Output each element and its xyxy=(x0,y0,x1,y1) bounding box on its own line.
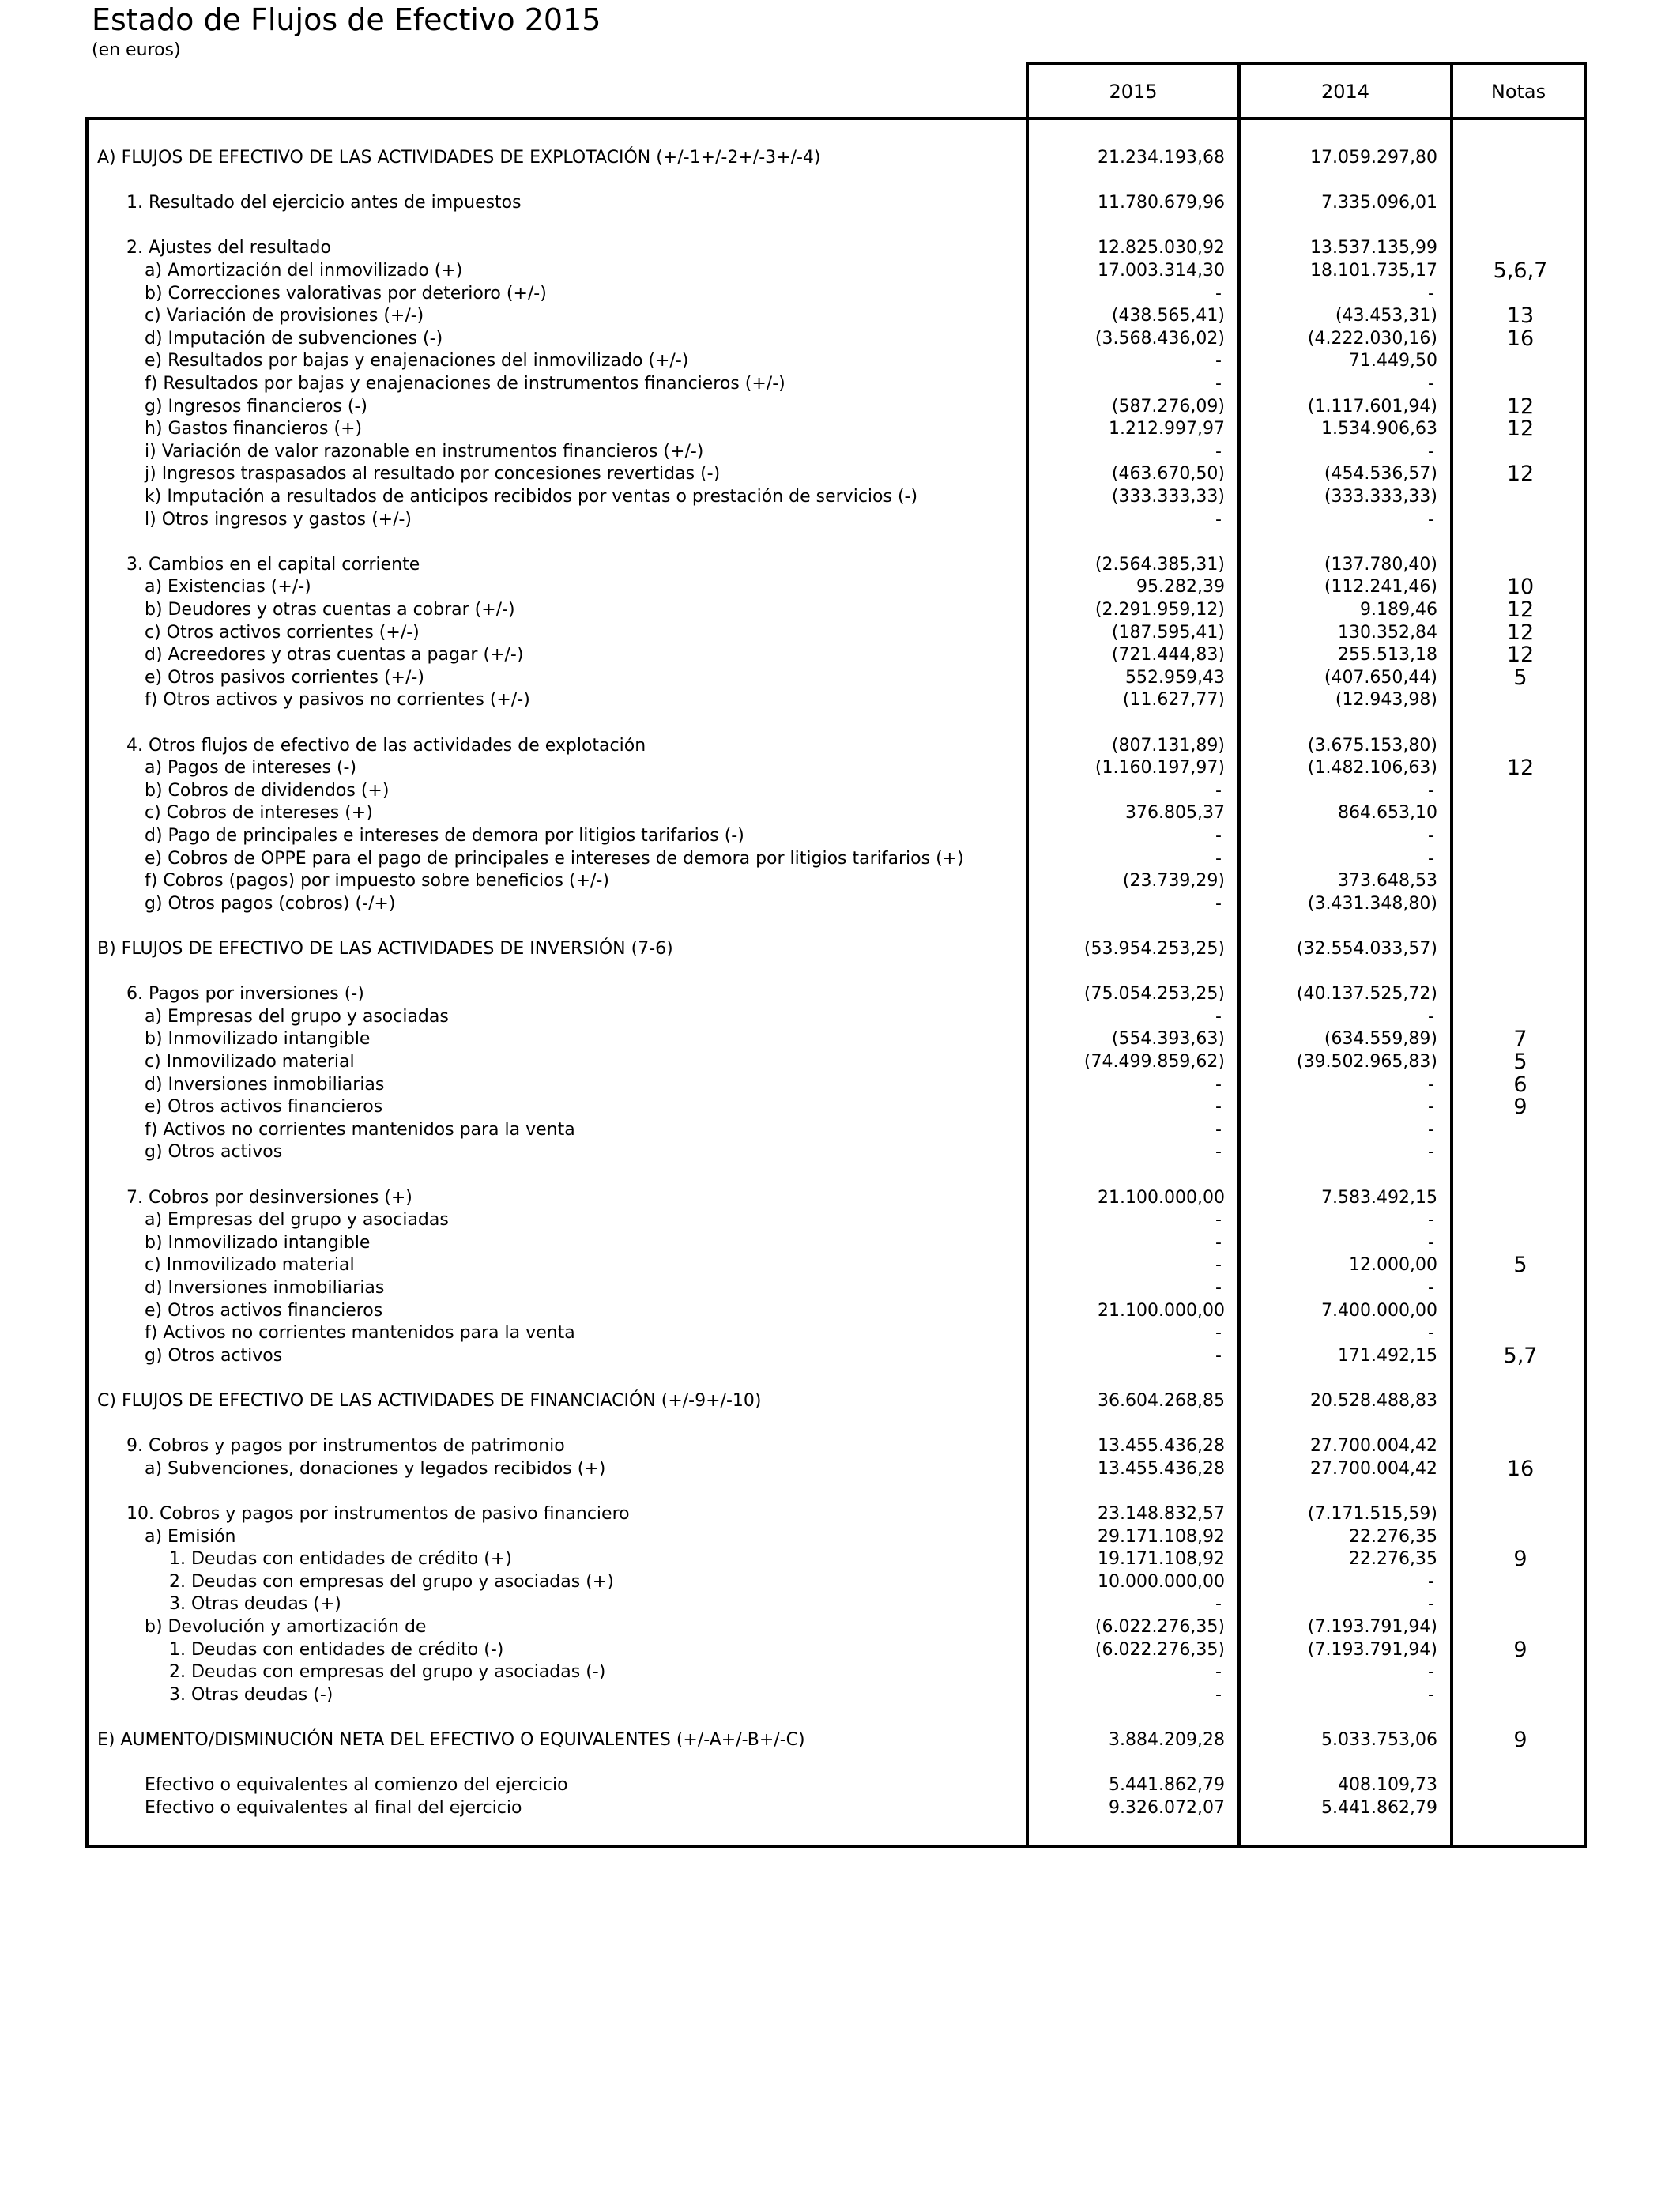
value-2015: - xyxy=(1215,1594,1222,1615)
value-2014: - xyxy=(1428,826,1434,846)
row-label: 1. Deudas con entidades de crédito (+) xyxy=(169,1549,512,1570)
value-2015: 10.000.000,00 xyxy=(1098,1571,1225,1592)
value-2014: - xyxy=(1428,1571,1434,1592)
row-label: E) AUMENTO/DISMINUCIÓN NETA DEL EFECTIVO O EQUIVALENTES (+/-A+/-B+/-C) xyxy=(97,1730,805,1750)
value-2014: (454.536,57) xyxy=(1324,464,1437,484)
row-label: 2. Deudas con empresas del grupo y asociadas (+) xyxy=(169,1571,614,1592)
row-label: Efectivo o equivalentes al final del ejercicio xyxy=(145,1797,522,1818)
value-2014: (40.137.525,72) xyxy=(1296,984,1437,1005)
note-ref: 12 xyxy=(1506,417,1535,442)
column-header-2015: 2015 xyxy=(1109,81,1158,103)
value-2014: (333.333,33) xyxy=(1324,487,1437,507)
value-2015: - xyxy=(1215,1323,1222,1344)
table-row xyxy=(0,1345,1680,1368)
row-label: 2. Ajustes del resultado xyxy=(126,238,331,258)
value-2015: (6.022.276,35) xyxy=(1094,1617,1225,1637)
row-label: c) Variación de provisiones (+/-) xyxy=(145,306,424,326)
table-row xyxy=(0,1526,1680,1549)
value-2015: (74.499.859,62) xyxy=(1083,1052,1225,1072)
table-row xyxy=(0,1322,1680,1345)
value-2014: - xyxy=(1428,780,1434,801)
value-2014: - xyxy=(1428,1662,1434,1683)
row-label: 10. Cobros y pagos por instrumentos de pasivo financiero xyxy=(126,1504,630,1524)
row-label: a) Subvenciones, donaciones y legados recibidos (+) xyxy=(145,1458,606,1479)
value-2014: (634.559,89) xyxy=(1324,1029,1437,1050)
value-2015: 29.171.108,92 xyxy=(1098,1526,1225,1547)
table-row xyxy=(0,1028,1680,1051)
value-2015: 36.604.268,85 xyxy=(1098,1391,1225,1411)
value-2014: 9.189,46 xyxy=(1360,600,1437,620)
table-row xyxy=(0,1752,1680,1775)
value-2015: (11.627,77) xyxy=(1122,690,1225,711)
row-label: h) Gastos financieros (+) xyxy=(145,419,363,439)
table-row xyxy=(0,554,1680,577)
row-label: k) Imputación a resultados de anticipos recibidos por ventas o prestación de servicios (-) xyxy=(145,487,918,507)
value-2015: 17.003.314,30 xyxy=(1098,261,1225,281)
value-2014: 864.653,10 xyxy=(1338,803,1437,824)
table-row xyxy=(0,1051,1680,1074)
row-label: g) Otros pagos (cobros) (-/+) xyxy=(145,893,396,914)
row-label: g) Otros activos xyxy=(145,1345,283,1366)
note-ref: 9 xyxy=(1513,1095,1527,1120)
row-label: f) Otros activos y pasivos no corrientes (+/-) xyxy=(145,690,530,711)
table-row xyxy=(0,1706,1680,1729)
note-ref: 5 xyxy=(1513,665,1527,690)
table-row xyxy=(0,1684,1680,1707)
table-row xyxy=(0,689,1680,712)
value-2014: - xyxy=(1428,1006,1434,1027)
value-2014: - xyxy=(1428,1142,1434,1163)
value-2014: (1.117.601,94) xyxy=(1307,396,1437,417)
table-row xyxy=(0,1232,1680,1255)
table-row xyxy=(0,1480,1680,1503)
table-row xyxy=(0,667,1680,690)
row-label: B) FLUJOS DE EFECTIVO DE LAS ACTIVIDADES DE INVERSIÓN (7-6) xyxy=(97,939,673,959)
value-2015: - xyxy=(1215,1097,1222,1118)
row-label: a) Existencias (+/-) xyxy=(145,577,311,598)
table-row xyxy=(0,1300,1680,1323)
table-row xyxy=(0,1187,1680,1210)
note-ref: 5 xyxy=(1513,1050,1527,1074)
value-2015: (587.276,09) xyxy=(1111,396,1225,417)
value-2015: - xyxy=(1215,374,1222,394)
row-label: d) Pago de principales e intereses de demora por litigios tarifarios (-) xyxy=(145,826,744,846)
value-2015: - xyxy=(1215,509,1222,530)
value-2015: - xyxy=(1215,1255,1222,1276)
row-label: b) Devolución y amortización de xyxy=(145,1617,427,1637)
row-label: e) Otros activos financieros xyxy=(145,1300,383,1321)
row-label: 3. Cambios en el capital corriente xyxy=(126,554,420,575)
value-2015: (463.670,50) xyxy=(1111,464,1225,484)
table-row xyxy=(0,147,1680,170)
value-2014: 255.513,18 xyxy=(1338,645,1437,665)
column-header-notes: Notas xyxy=(1490,81,1546,103)
value-2015: - xyxy=(1215,893,1222,914)
value-2014: - xyxy=(1428,1097,1434,1118)
row-label: f) Activos no corrientes mantenidos para la venta xyxy=(145,1323,575,1344)
row-label: b) Inmovilizado intangible xyxy=(145,1232,371,1253)
note-ref: 16 xyxy=(1506,1456,1535,1481)
table-row xyxy=(0,1571,1680,1594)
note-ref: 9 xyxy=(1513,1547,1527,1572)
note-ref: 7 xyxy=(1513,1027,1527,1052)
value-2014: 22.276,35 xyxy=(1349,1526,1437,1547)
value-2015: - xyxy=(1215,1662,1222,1683)
row-label: c) Otros activos corrientes (+/-) xyxy=(145,622,420,643)
value-2015: 552.959,43 xyxy=(1125,667,1225,688)
table-row xyxy=(0,531,1680,554)
table-row xyxy=(0,712,1680,735)
table-row xyxy=(0,170,1680,193)
table-row xyxy=(0,1074,1680,1097)
value-2014: 7.400.000,00 xyxy=(1321,1300,1437,1321)
table-row xyxy=(0,1164,1680,1187)
value-2015: 5.441.862,79 xyxy=(1109,1775,1225,1796)
value-2014: (3.675.153,80) xyxy=(1307,735,1437,756)
row-label: 4. Otros flujos de efectivo de las actividades de explotación xyxy=(126,735,646,756)
note-ref: 12 xyxy=(1506,756,1535,781)
row-label: a) Emisión xyxy=(145,1526,236,1547)
value-2014: (3.431.348,80) xyxy=(1307,893,1437,914)
value-2014: (43.453,31) xyxy=(1335,306,1437,326)
value-2014: - xyxy=(1428,441,1434,462)
value-2015: - xyxy=(1215,1684,1222,1705)
value-2014: (112.241,46) xyxy=(1324,577,1437,598)
value-2014: - xyxy=(1428,374,1434,394)
note-ref: 5,6,7 xyxy=(1493,258,1548,283)
value-2015: (2.291.959,12) xyxy=(1094,600,1225,620)
value-2014: (39.502.965,83) xyxy=(1296,1052,1437,1072)
row-label: a) Amortización del inmovilizado (+) xyxy=(145,261,463,281)
table-row xyxy=(0,870,1680,893)
value-2014: 71.449,50 xyxy=(1349,351,1437,371)
table-row xyxy=(0,1548,1680,1571)
value-2015: (1.160.197,97) xyxy=(1094,758,1225,778)
table-row xyxy=(0,373,1680,396)
value-2014: 7.583.492,15 xyxy=(1321,1187,1437,1208)
value-2014: (137.780,40) xyxy=(1324,554,1437,575)
row-label: i) Variación de valor razonable en instrumentos financieros (+/-) xyxy=(145,441,704,462)
table-row xyxy=(0,1639,1680,1662)
value-2015: - xyxy=(1215,283,1222,303)
table-row xyxy=(0,1390,1680,1413)
value-2015: 21.100.000,00 xyxy=(1098,1187,1225,1208)
value-2014: - xyxy=(1428,1232,1434,1253)
value-2014: (32.554.033,57) xyxy=(1296,939,1437,959)
table-row xyxy=(0,1616,1680,1639)
row-label: 2. Deudas con empresas del grupo y asociadas (-) xyxy=(169,1662,606,1683)
row-label: j) Ingresos traspasados al resultado por concesiones revertidas (-) xyxy=(145,464,721,484)
value-2015: - xyxy=(1215,780,1222,801)
value-2015: (438.565,41) xyxy=(1111,306,1225,326)
note-ref: 13 xyxy=(1506,303,1535,329)
value-2014: (407.650,44) xyxy=(1324,667,1437,688)
note-ref: 9 xyxy=(1513,1728,1527,1752)
row-label: b) Inmovilizado intangible xyxy=(145,1029,371,1050)
value-2015: (187.595,41) xyxy=(1111,622,1225,643)
value-2014: - xyxy=(1428,1074,1434,1095)
table-row xyxy=(0,1277,1680,1300)
value-2014: 1.534.906,63 xyxy=(1321,419,1437,439)
table-row xyxy=(0,260,1680,283)
table-row xyxy=(0,802,1680,825)
note-ref: 12 xyxy=(1506,462,1535,487)
value-2015: 21.100.000,00 xyxy=(1098,1300,1225,1321)
table-row xyxy=(0,780,1680,803)
table-row xyxy=(0,1006,1680,1029)
value-2014: 20.528.488,83 xyxy=(1310,1391,1437,1411)
value-2015: 13.455.436,28 xyxy=(1098,1458,1225,1479)
value-2015: 21.234.193,68 xyxy=(1098,148,1225,168)
row-label: g) Ingresos financieros (-) xyxy=(145,396,367,417)
value-2015: 19.171.108,92 xyxy=(1098,1549,1225,1570)
table-row xyxy=(0,961,1680,984)
note-ref: 6 xyxy=(1513,1072,1527,1097)
table-row xyxy=(0,1797,1680,1820)
value-2014: - xyxy=(1428,1594,1434,1615)
value-2015: (23.739,29) xyxy=(1122,871,1225,892)
value-2014: (12.943,98) xyxy=(1335,690,1437,711)
row-label: d) Acreedores y otras cuentas a pagar (+/-) xyxy=(145,645,524,665)
table-row xyxy=(0,1096,1680,1119)
table-row xyxy=(0,509,1680,532)
row-label: 9. Cobros y pagos por instrumentos de patrimonio xyxy=(126,1436,565,1457)
row-label: c) Inmovilizado material xyxy=(145,1255,355,1276)
row-label: e) Cobros de OPPE para el pago de principales e intereses de demora por litigios tarifarios (+) xyxy=(145,848,964,869)
row-label: A) FLUJOS DE EFECTIVO DE LAS ACTIVIDADES DE EXPLOTACIÓN (+/-1+/-2+/-3+/-4) xyxy=(97,148,821,168)
row-label: 3. Otras deudas (+) xyxy=(169,1594,341,1615)
value-2015: (333.333,33) xyxy=(1111,487,1225,507)
row-label: d) Imputación de subvenciones (-) xyxy=(145,328,443,349)
row-label: 6. Pagos por inversiones (-) xyxy=(126,984,364,1005)
value-2015: - xyxy=(1215,848,1222,869)
table-row xyxy=(0,1141,1680,1164)
value-2014: 13.537.135,99 xyxy=(1310,238,1437,258)
value-2015: - xyxy=(1215,1006,1222,1027)
value-2014: 27.700.004,42 xyxy=(1310,1436,1437,1457)
table-row xyxy=(0,1593,1680,1616)
value-2015: 9.326.072,07 xyxy=(1109,1797,1225,1818)
row-label: a) Pagos de intereses (-) xyxy=(145,758,357,778)
note-ref: 5 xyxy=(1513,1253,1527,1278)
table-row xyxy=(0,215,1680,238)
table-row xyxy=(0,1458,1680,1481)
table-row xyxy=(0,735,1680,758)
row-label: f) Cobros (pagos) por impuesto sobre beneficios (+/-) xyxy=(145,871,609,892)
value-2015: (807.131,89) xyxy=(1111,735,1225,756)
table-row xyxy=(0,848,1680,871)
row-label: 1. Deudas con entidades de crédito (-) xyxy=(169,1639,504,1660)
table-row xyxy=(0,1503,1680,1526)
row-label: 7. Cobros por desinversiones (+) xyxy=(126,1187,412,1208)
value-2014: 17.059.297,80 xyxy=(1310,148,1437,168)
table-row xyxy=(0,192,1680,215)
row-label: b) Cobros de dividendos (+) xyxy=(145,780,390,801)
table-row xyxy=(0,622,1680,645)
table-row xyxy=(0,350,1680,373)
table-row xyxy=(0,1209,1680,1232)
value-2015: (6.022.276,35) xyxy=(1094,1639,1225,1660)
row-label: e) Resultados por bajas y enajenaciones del inmovilizado (+/-) xyxy=(145,351,689,371)
row-label: a) Empresas del grupo y asociadas xyxy=(145,1006,449,1027)
row-label: e) Otros activos financieros xyxy=(145,1097,383,1118)
table-row xyxy=(0,915,1680,938)
value-2014: 12.000,00 xyxy=(1349,1255,1437,1276)
table-row xyxy=(0,441,1680,464)
row-label: Efectivo o equivalentes al comienzo del ejercicio xyxy=(145,1775,568,1796)
row-label: g) Otros activos xyxy=(145,1142,283,1163)
table-row xyxy=(0,328,1680,351)
value-2014: (7.193.791,94) xyxy=(1307,1617,1437,1637)
table-row xyxy=(0,396,1680,419)
table-row xyxy=(0,237,1680,260)
table-row xyxy=(0,305,1680,328)
table-row xyxy=(0,1661,1680,1684)
row-label: e) Otros pasivos corrientes (+/-) xyxy=(145,667,424,688)
column-header-2014: 2014 xyxy=(1320,81,1370,103)
row-label: f) Resultados por bajas y enajenaciones de instrumentos financieros (+/-) xyxy=(145,374,785,394)
value-2015: 3.884.209,28 xyxy=(1109,1730,1225,1750)
value-2014: (7.171.515,59) xyxy=(1307,1504,1437,1524)
note-ref: 12 xyxy=(1506,394,1535,419)
value-2014: 373.648,53 xyxy=(1338,871,1437,892)
value-2015: 95.282,39 xyxy=(1136,577,1225,598)
value-2015: 1.212.997,97 xyxy=(1109,419,1225,439)
row-label: c) Cobros de intereses (+) xyxy=(145,803,373,824)
table-row xyxy=(0,418,1680,441)
note-ref: 10 xyxy=(1506,575,1535,600)
value-2014: - xyxy=(1428,1119,1434,1140)
row-label: f) Activos no corrientes mantenidos para la venta xyxy=(145,1119,575,1140)
row-label: 1. Resultado del ejercicio antes de impuestos xyxy=(126,193,522,213)
value-2015: - xyxy=(1215,351,1222,371)
value-2014: - xyxy=(1428,283,1434,303)
row-label: b) Deudores y otras cuentas a cobrar (+/-) xyxy=(145,600,515,620)
row-label: a) Empresas del grupo y asociadas xyxy=(145,1210,449,1231)
value-2015: - xyxy=(1215,1345,1222,1366)
value-2014: 5.441.862,79 xyxy=(1321,1797,1437,1818)
value-2015: 13.455.436,28 xyxy=(1098,1436,1225,1457)
value-2014: 5.033.753,06 xyxy=(1321,1730,1437,1750)
table-row xyxy=(0,283,1680,306)
table-row xyxy=(0,1729,1680,1752)
row-label: C) FLUJOS DE EFECTIVO DE LAS ACTIVIDADES DE FINANCIACIÓN (+/-9+/-10) xyxy=(97,1391,762,1411)
table-row xyxy=(0,983,1680,1006)
value-2015: (2.564.385,31) xyxy=(1094,554,1225,575)
row-label: l) Otros ingresos y gastos (+/-) xyxy=(145,509,412,530)
table-row xyxy=(0,1774,1680,1797)
value-2014: 130.352,84 xyxy=(1338,622,1437,643)
row-label: b) Correcciones valorativas por deterioro (+/-) xyxy=(145,283,547,303)
value-2014: 171.492,15 xyxy=(1338,1345,1437,1366)
value-2014: 18.101.735,17 xyxy=(1310,261,1437,281)
value-2015: (721.444,83) xyxy=(1111,645,1225,665)
table-row xyxy=(0,825,1680,848)
value-2015: - xyxy=(1215,826,1222,846)
row-label: d) Inversiones inmobiliarias xyxy=(145,1278,385,1298)
table-row xyxy=(0,1435,1680,1458)
table-row xyxy=(0,1413,1680,1436)
table-row xyxy=(0,1119,1680,1142)
value-2015: (53.954.253,25) xyxy=(1083,939,1225,959)
value-2014: - xyxy=(1428,848,1434,869)
note-ref: 16 xyxy=(1506,326,1535,351)
value-2014: (1.482.106,63) xyxy=(1307,758,1437,778)
value-2014: 7.335.096,01 xyxy=(1321,193,1437,213)
value-2014: - xyxy=(1428,1278,1434,1298)
value-2014: 22.276,35 xyxy=(1349,1549,1437,1570)
value-2015: (554.393,63) xyxy=(1111,1029,1225,1050)
row-label: 3. Otras deudas (-) xyxy=(169,1684,333,1705)
value-2015: - xyxy=(1215,1210,1222,1231)
value-2014: (7.193.791,94) xyxy=(1307,1639,1437,1660)
value-2014: 27.700.004,42 xyxy=(1310,1458,1437,1479)
page-title: Estado de Flujos de Efectivo 2015 xyxy=(92,2,601,37)
value-2014: (4.222.030,16) xyxy=(1307,328,1437,349)
row-label: d) Inversiones inmobiliarias xyxy=(145,1074,385,1095)
value-2015: 11.780.679,96 xyxy=(1098,193,1225,213)
table-row xyxy=(0,938,1680,961)
value-2014: - xyxy=(1428,1210,1434,1231)
note-ref: 12 xyxy=(1506,643,1535,668)
value-2015: (75.054.253,25) xyxy=(1083,984,1225,1005)
value-2015: - xyxy=(1215,1232,1222,1253)
table-row xyxy=(0,644,1680,667)
row-label: c) Inmovilizado material xyxy=(145,1052,355,1072)
table-row xyxy=(0,893,1680,916)
value-2014: - xyxy=(1428,509,1434,530)
value-2015: - xyxy=(1215,1119,1222,1140)
value-2015: 376.805,37 xyxy=(1125,803,1225,824)
value-2015: (3.568.436,02) xyxy=(1094,328,1225,349)
note-ref: 9 xyxy=(1513,1637,1527,1662)
table-row xyxy=(0,1254,1680,1277)
value-2015: - xyxy=(1215,1074,1222,1095)
value-2015: - xyxy=(1215,1142,1222,1163)
value-2014: - xyxy=(1428,1323,1434,1344)
note-ref: 12 xyxy=(1506,620,1535,645)
note-ref: 5,7 xyxy=(1503,1343,1538,1368)
value-2015: - xyxy=(1215,1278,1222,1298)
note-ref: 12 xyxy=(1506,598,1535,622)
value-2014: - xyxy=(1428,1684,1434,1705)
value-2015: 23.148.832,57 xyxy=(1098,1504,1225,1524)
table-row xyxy=(0,1367,1680,1390)
value-2014: 408.109,73 xyxy=(1338,1775,1437,1796)
value-2015: 12.825.030,92 xyxy=(1098,238,1225,258)
table-row xyxy=(0,757,1680,780)
value-2015: - xyxy=(1215,441,1222,462)
table-row xyxy=(0,486,1680,509)
table-row xyxy=(0,463,1680,486)
table-row xyxy=(0,599,1680,622)
table-row xyxy=(0,576,1680,599)
page-subtitle: (en euros) xyxy=(92,40,181,60)
